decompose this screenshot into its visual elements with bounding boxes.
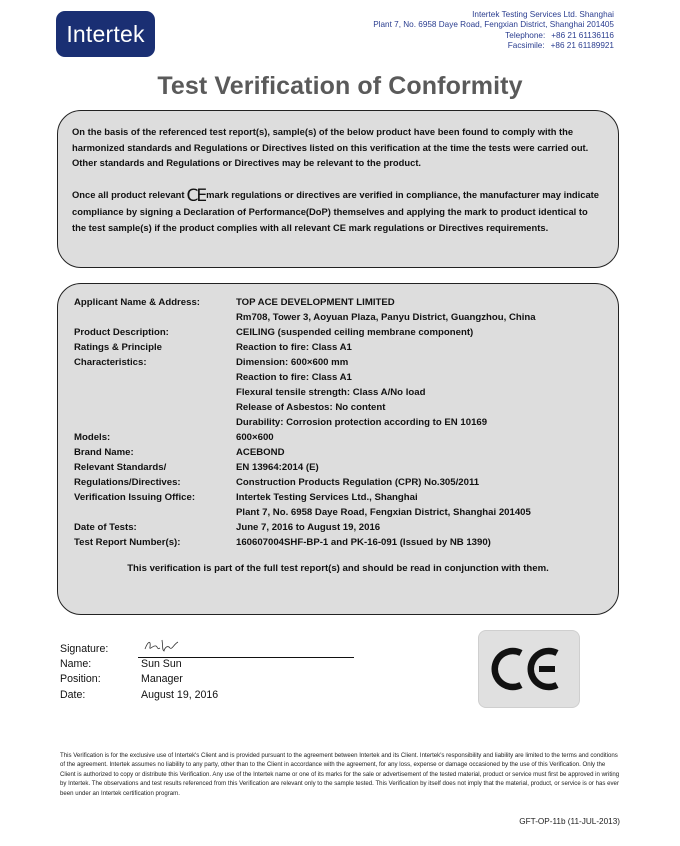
- detail-row: [74, 460, 604, 490]
- facsimile-label: Facsimile:: [507, 41, 545, 51]
- detail-values: [236, 535, 604, 550]
- company-address: Plant 7, No. 6958 Daye Road, Fengxian District, Shanghai 201405: [373, 20, 614, 30]
- detail-row: [74, 295, 604, 325]
- telephone-row: [373, 31, 614, 41]
- detail-label-line: Test Report Number(s):: [74, 537, 181, 548]
- intro-paragraph-2: [72, 187, 602, 236]
- detail-label: [74, 430, 236, 445]
- telephone-label: Telephone:: [505, 30, 546, 40]
- intro-paragraph-2-pre: Once all product relevant: [72, 188, 185, 200]
- position-value: Manager: [141, 673, 183, 686]
- detail-label-line: Verification Issuing Office:: [74, 492, 196, 503]
- date-value: August 19, 2016: [141, 688, 219, 701]
- detail-values: [236, 325, 604, 340]
- detail-label-line: Characteristics:: [74, 357, 147, 368]
- legal-disclaimer: This Verification is for the exclusive use of Intertek's Client and is provided pursuant to the agreement between Intertek and its Client. Intertek's responsibility and liability are limited to the terms and conditions of the agreement. Intertek assumes no liability to any party, other than to the Client in accordance with the agreement, for any loss, expense or damage occasioned by the use of this Verification. Only the Client is authorized to copy or distribute this Verification. Any use of the Intertek name or one of its marks for the sale or advertisement of the tested material, product or service must first be approved in writing by Intertek. The observations and test results referenced from this Verification are relevant only to the sample tested. This Verification by itself does not imply that the material, product, or service is or has ever been under an Intertek certification program.: [60, 752, 620, 797]
- signature-block: [60, 642, 218, 703]
- detail-value-line: EN 13964:2014 (E): [236, 462, 319, 473]
- detail-value-line: TOP ACE DEVELOPMENT LIMITED: [236, 297, 395, 308]
- detail-value-line: Construction Products Regulation (CPR) No.305/2011: [236, 477, 480, 488]
- detail-label: [74, 445, 236, 460]
- detail-values: [236, 445, 604, 460]
- intertek-logo: [56, 11, 155, 57]
- detail-label-line: Date of Tests:: [74, 522, 137, 533]
- detail-label-line: Models:: [74, 432, 111, 443]
- verification-note: This verification is part of the full test report(s) and should be read in conjunction with them.: [127, 563, 549, 574]
- details-table: [74, 295, 604, 550]
- detail-value-line: June 7, 2016 to August 19, 2016: [236, 522, 381, 533]
- name-row: [60, 657, 218, 672]
- signature-label: Signature:: [60, 643, 109, 655]
- detail-values: [236, 490, 604, 520]
- detail-value-line: ACEBOND: [236, 447, 285, 458]
- detail-label: [74, 295, 236, 325]
- detail-row: [74, 535, 604, 550]
- detail-label-line: Brand Name:: [74, 447, 134, 458]
- detail-row: [74, 445, 604, 460]
- detail-value-line: Dimension: 600×600 mm: [236, 357, 349, 368]
- detail-value-line: Release of Asbestos: No content: [236, 402, 386, 413]
- company-name: Intertek Testing Services Ltd. Shanghai: [472, 10, 614, 19]
- name-label: Name:: [60, 658, 92, 671]
- detail-values: [236, 340, 604, 430]
- detail-label-line: Regulations/Directives:: [74, 477, 181, 488]
- detail-value-line: 160607004SHF-BP-1 and PK-16-091 (Issued by NB 1390): [236, 537, 491, 548]
- company-contact-block: [373, 10, 614, 52]
- detail-label-line: Product Description:: [74, 327, 169, 338]
- detail-label: [74, 490, 236, 520]
- facsimile-value: +86 21 61189921: [550, 41, 614, 51]
- ce-mark-logo: [478, 630, 580, 708]
- detail-value-line: Durability: Corrosion protection according to EN 10169: [236, 417, 488, 428]
- detail-row: [74, 325, 604, 340]
- detail-values: [236, 295, 604, 325]
- intro-text: [72, 124, 602, 252]
- facsimile-row: [373, 41, 614, 51]
- detail-label-line: Ratings & Principle: [74, 342, 162, 353]
- detail-value-line: Reaction to fire: Class A1: [236, 342, 352, 353]
- detail-value-line: 600×600: [236, 432, 274, 443]
- intro-paragraph-1: On the basis of the referenced test report(s), sample(s) of the below product have been found to comply with the harmonized standards and Regulations or Directives listed on this verification at the time the tests were carried out. Other standards and Regulations or Directives may be relevant to the product.: [72, 126, 589, 169]
- date-label: Date:: [60, 688, 86, 701]
- logo-text: Intertek: [66, 20, 145, 47]
- detail-label-line: Relevant Standards/: [74, 462, 167, 473]
- detail-row: [74, 520, 604, 535]
- detail-row: [74, 430, 604, 445]
- telephone-value: +86 21 61136116: [551, 30, 614, 40]
- detail-label: [74, 520, 236, 535]
- detail-value-line: Rm708, Tower 3, Aoyuan Plaza, Panyu District, Guangzhou, China: [236, 312, 536, 323]
- detail-label: [74, 460, 236, 490]
- detail-label: [74, 340, 236, 430]
- detail-label: [74, 325, 236, 340]
- page-title: Test Verification of Conformity: [157, 72, 523, 100]
- document-code: GFT-OP-11b (11-JUL-2013): [519, 817, 620, 826]
- ce-mark-icon: [479, 631, 579, 707]
- detail-values: [236, 460, 604, 490]
- name-value: Sun Sun: [141, 658, 182, 671]
- position-row: [60, 672, 218, 687]
- detail-values: [236, 430, 604, 445]
- detail-value-line: Reaction to fire: Class A1: [236, 372, 352, 383]
- signature-row: [60, 642, 218, 657]
- intro-box: [57, 110, 619, 268]
- details-box: [57, 283, 619, 615]
- detail-values: [236, 520, 604, 535]
- detail-row: [74, 340, 604, 430]
- detail-row: [74, 490, 604, 520]
- detail-value-line: CEILING (suspended ceiling membrane component): [236, 327, 474, 338]
- intro-paragraph-2-post: mark regulations or directives are verified in compliance, the manufacturer may indicate compliance by signing a Declaration of Performance(DoP) themselves and applying the mark to product identical to the test sample(s) if the product complies with all relevant CE mark regulations or Directives requirements.: [72, 188, 600, 233]
- date-row: [60, 688, 218, 703]
- detail-label: [74, 535, 236, 550]
- detail-value-line: Plant 7, No. 6958 Daye Road, Fengxian District, Shanghai 201405: [236, 507, 531, 518]
- detail-value-line: Intertek Testing Services Ltd., Shanghai: [236, 492, 418, 503]
- ce-inline-mark: CE: [186, 185, 206, 206]
- detail-label-line: Applicant Name & Address:: [74, 297, 200, 308]
- position-label: Position:: [60, 673, 101, 686]
- detail-value-line: Flexural tensile strength: Class A/No load: [236, 387, 426, 398]
